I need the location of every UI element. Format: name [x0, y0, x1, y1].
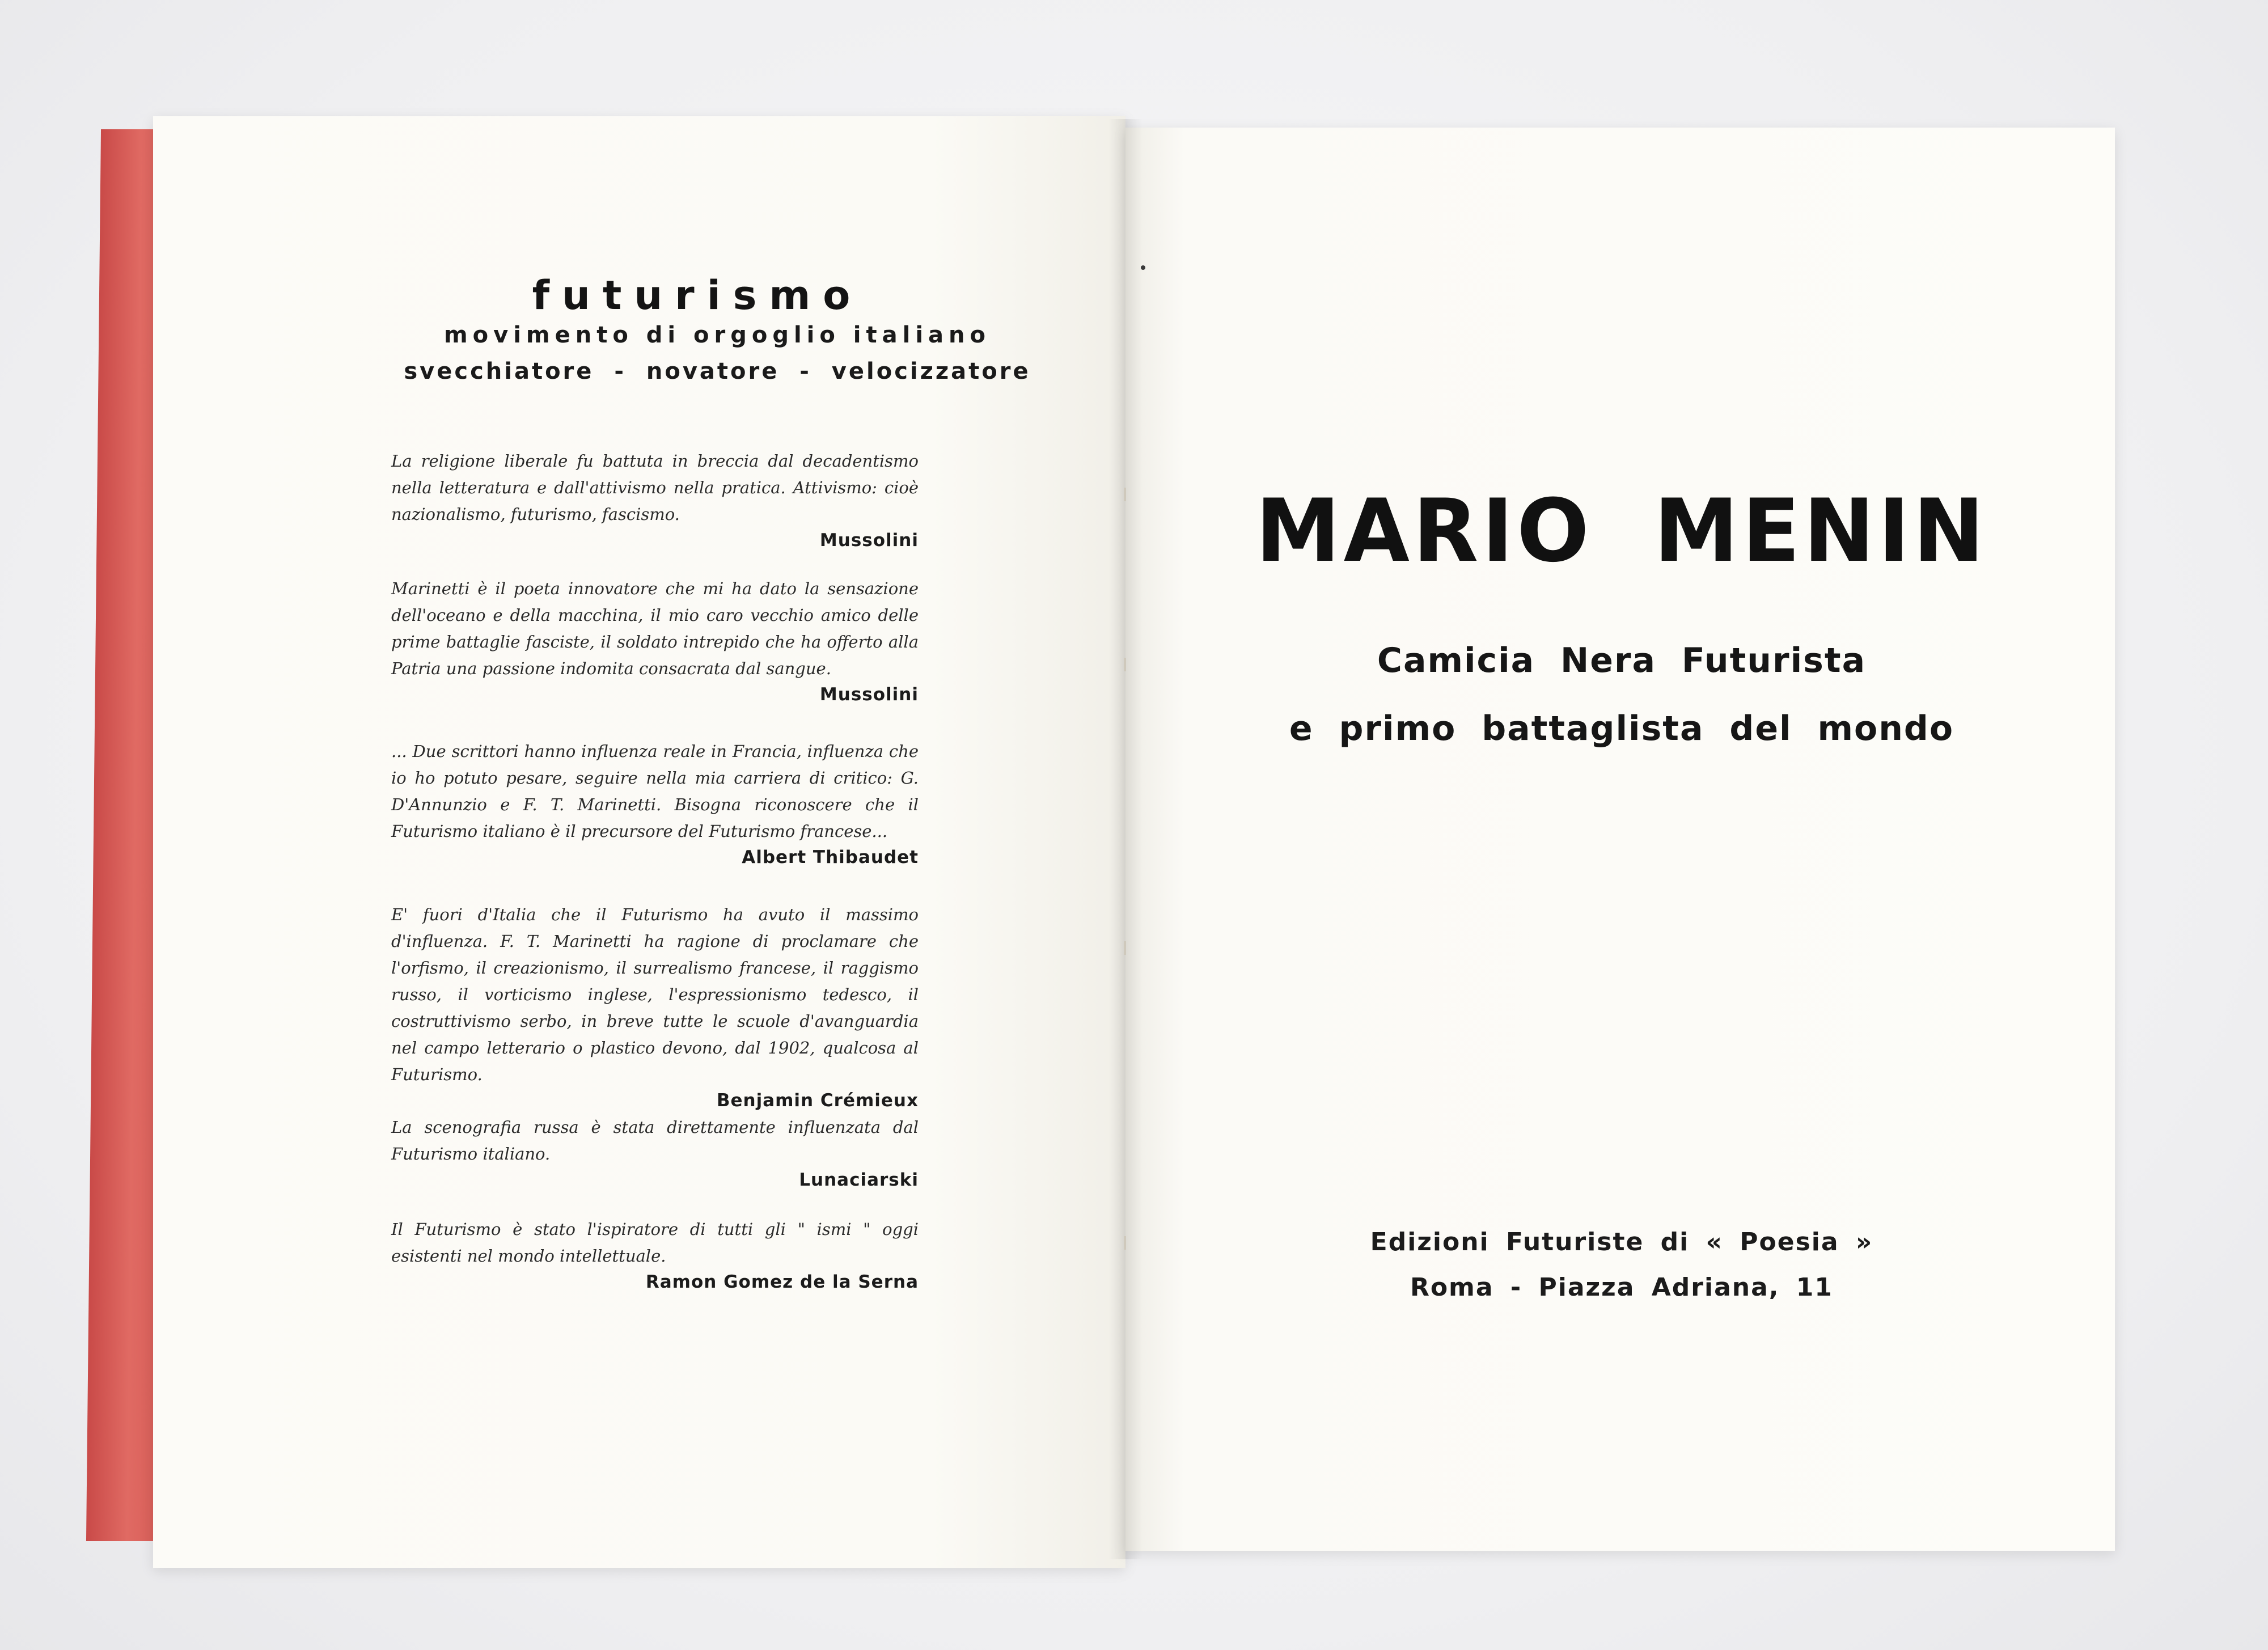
quote-author: Benjamin Crémieux	[716, 1090, 919, 1111]
publisher-name: Edizioni Futuriste di « Poesia »	[1370, 1228, 1873, 1256]
quote-text: La religione liberale fu battuta in breccia dal decadentismo nella letteratura e dall'attivismo nella pratica. Attivismo: cioè nazionalismo, futurismo, fascismo.	[391, 451, 919, 524]
quote-block	[391, 738, 919, 868]
ink-speck	[1141, 265, 1145, 270]
quote-author: Ramon Gomez de la Serna	[645, 1272, 919, 1292]
quote-block	[391, 448, 919, 551]
binding-stitch	[1124, 488, 1126, 501]
left-page-motto: svecchiatore - novatore - velocizzatore	[404, 358, 1031, 384]
quote-block	[391, 576, 919, 705]
quote-text: Marinetti è il poeta innovatore che mi ha dato la sensazione dell'oceano e della macchina, il mio caro vecchio amico delle prime battaglie fasciste, il soldato intrepido che ha offerto alla Patria una passione indomita consacrata dal sangue.	[391, 579, 919, 678]
quote-block	[391, 902, 919, 1111]
binding-stitch	[1124, 658, 1126, 671]
right-page-title: MARIO MENIN	[1255, 481, 1988, 582]
binding-stitch	[1124, 1236, 1126, 1250]
left-page-title: futurismo	[532, 272, 863, 319]
quote-author: Albert Thibaudet	[742, 847, 919, 868]
quote-block	[391, 1114, 919, 1190]
quote-text: La scenografia russa è stata direttamente influenzata dal Futurismo italiano.	[391, 1118, 919, 1164]
left-page-subtitle: movimento di orgoglio italiano	[443, 322, 991, 348]
quote-text: ... Due scrittori hanno influenza reale in Francia, influenza che io ho potuto pesare, seguire nella mia carriera di critico: G. D'Annunzio e F. T. Marinetti. Bisogna riconoscere che il Futurismo italiano è il precursore del Futurismo francese...	[391, 742, 919, 841]
spine-shadow	[1108, 119, 1143, 1559]
binding-stitch	[1124, 941, 1126, 955]
quote-author: Mussolini	[819, 530, 919, 551]
right-page	[1125, 128, 2115, 1551]
quote-text: E' fuori d'Italia che il Futurismo ha avuto il massimo d'influenza. F. T. Marinetti ha ragione di proclamare che l'orfismo, il creazionismo, il surrealismo francese, il raggismo russo, il vorticismo inglese, l'espressionismo tedesco, il costruttivismo serbo, in breve tutte le scuole d'avanguardia nel campo letterario o plastico devono, dal 1902, qualcosa al Futurismo.	[391, 905, 919, 1084]
right-page-subtitle-2: e primo battaglista del mondo	[1289, 709, 1954, 748]
quote-author: Lunaciarski	[799, 1170, 919, 1190]
quote-text: Il Futurismo è stato l'ispiratore di tutti gli " ismi " oggi esistenti nel mondo intellettuale.	[391, 1220, 919, 1266]
quote-block	[391, 1216, 919, 1292]
quote-author: Mussolini	[819, 684, 919, 705]
publisher-address: Roma - Piazza Adriana, 11	[1410, 1273, 1834, 1302]
right-page-subtitle: Camicia Nera Futurista	[1377, 641, 1867, 680]
